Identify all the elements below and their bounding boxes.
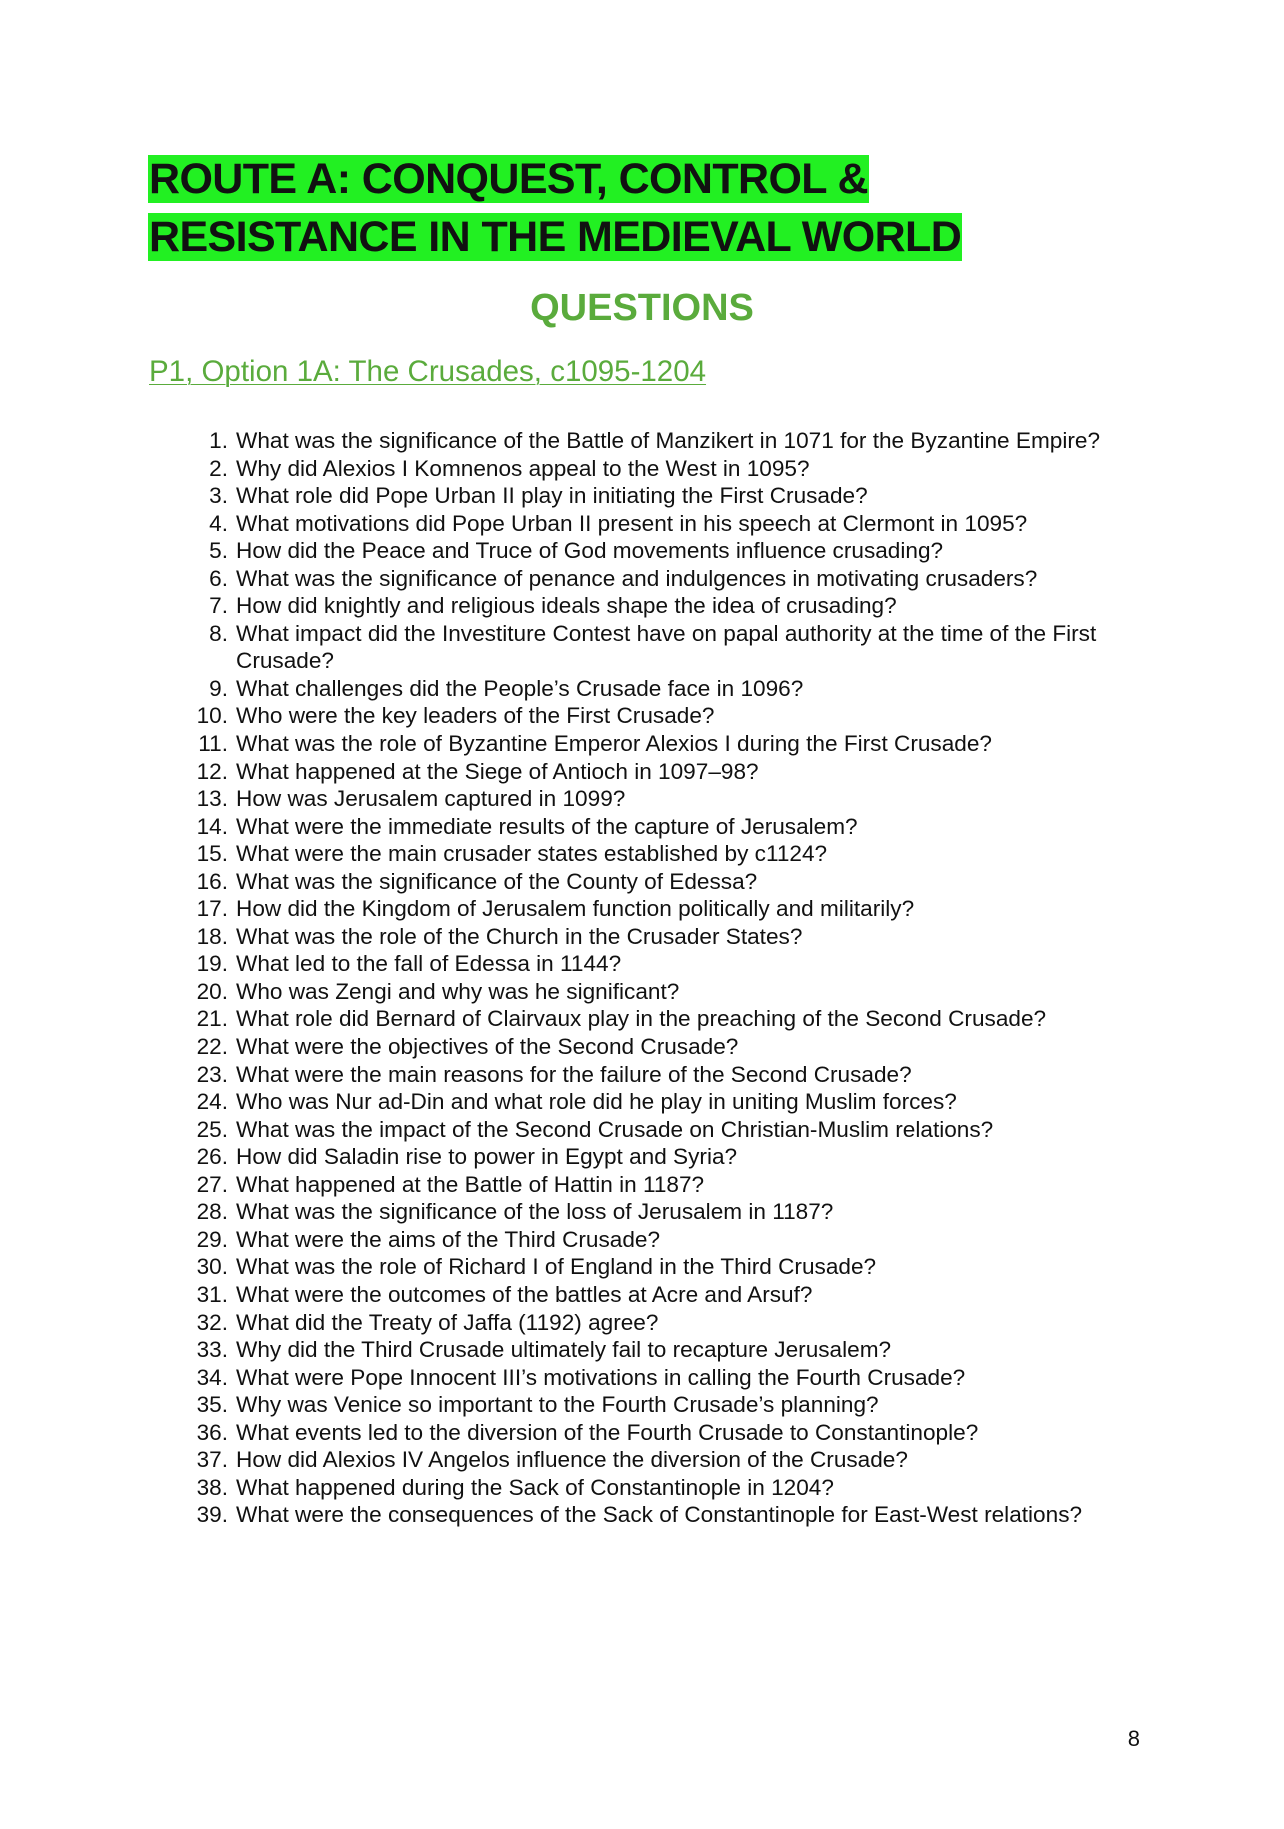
question-text: What was the impact of the Second Crusade on Christian-Muslim relations?	[236, 1116, 994, 1142]
question-item	[188, 1419, 1148, 1447]
question-item	[188, 1005, 1148, 1033]
question-number: 1.	[209, 428, 228, 453]
question-item	[188, 1033, 1148, 1061]
question-text: What impact did the Investiture Contest have on papal authority at the time of the First Crusade?	[236, 620, 1097, 674]
question-item	[188, 1253, 1148, 1281]
question-item	[188, 565, 1148, 593]
question-text: What were the main reasons for the failure of the Second Crusade?	[236, 1061, 912, 1087]
question-number: 10.	[196, 703, 228, 729]
question-text: Who was Nur ad-Din and what role did he play in uniting Muslim forces?	[236, 1089, 957, 1115]
question-text: How did the Peace and Truce of God movements influence crusading?	[236, 538, 944, 564]
question-item	[188, 702, 1148, 730]
question-text: What happened during the Sack of Constantinople in 1204?	[236, 1474, 834, 1500]
question-number: 36.	[196, 1419, 228, 1445]
question-text: Why did the Third Crusade ultimately fail to recapture Jerusalem?	[236, 1337, 892, 1363]
question-number: 22.	[196, 1034, 228, 1060]
question-number: 8.	[209, 620, 228, 646]
question-item	[188, 868, 1148, 896]
question-item	[188, 675, 1148, 703]
question-text: How did the Kingdom of Jerusalem function politically and militarily?	[236, 896, 915, 922]
question-number: 19.	[196, 951, 228, 977]
question-number: 3.	[209, 483, 228, 509]
question-text: What challenges did the People’s Crusade face in 1096?	[236, 675, 804, 701]
question-text: What motivations did Pope Urban II present in his speech at Clermont in 1095?	[236, 510, 1028, 536]
question-number: 20.	[196, 978, 228, 1004]
question-item	[188, 978, 1148, 1006]
question-item	[188, 482, 1148, 510]
question-text: What was the role of Byzantine Emperor Alexios I during the First Crusade?	[236, 731, 992, 757]
question-number: 5.	[209, 538, 228, 564]
question-number: 26.	[196, 1144, 228, 1170]
question-item	[188, 427, 1148, 455]
question-item	[188, 1198, 1148, 1226]
question-item	[188, 1061, 1148, 1089]
question-text: What were the objectives of the Second Crusade?	[236, 1034, 739, 1060]
question-item	[188, 510, 1148, 538]
question-number: 9.	[209, 675, 228, 701]
question-text: What was the role of the Church in the Crusader States?	[236, 923, 803, 949]
question-text: What was the significance of the loss of Jerusalem in 1187?	[236, 1199, 834, 1225]
question-text: What happened at the Battle of Hattin in 1187?	[236, 1171, 705, 1197]
question-text: How did Saladin rise to power in Egypt and Syria?	[236, 1144, 738, 1170]
question-number: 23.	[196, 1061, 228, 1087]
question-text: What were the consequences of the Sack of Constantinople for East-West relations?	[236, 1502, 1083, 1528]
question-number: 33.	[196, 1337, 228, 1363]
question-number: 12.	[196, 758, 228, 784]
question-item	[188, 1474, 1148, 1502]
question-number: 21.	[196, 1006, 228, 1032]
question-item	[188, 1116, 1148, 1144]
question-item	[188, 730, 1148, 758]
question-text: What was the significance of the Battle of Manzikert in 1071 for the Byzantine Empire?	[236, 428, 1101, 453]
question-number: 17.	[196, 896, 228, 922]
question-number: 30.	[196, 1254, 228, 1280]
question-item	[188, 592, 1148, 620]
question-number: 31.	[196, 1281, 228, 1307]
question-number: 18.	[196, 923, 228, 949]
question-text: What were the aims of the Third Crusade?	[236, 1226, 661, 1252]
question-text: What were the immediate results of the capture of Jerusalem?	[236, 813, 858, 839]
question-item	[188, 1171, 1148, 1199]
question-item	[188, 785, 1148, 813]
question-text: What events led to the diversion of the Fourth Crusade to Constantinople?	[236, 1419, 979, 1445]
route-title	[148, 150, 1148, 266]
question-text: What role did Pope Urban II play in initiating the First Crusade?	[236, 483, 868, 509]
question-number: 6.	[209, 565, 228, 591]
question-text: How was Jerusalem captured in 1099?	[236, 786, 626, 812]
question-number: 15.	[196, 841, 228, 867]
question-item	[188, 813, 1148, 841]
question-text: What led to the fall of Edessa in 1144?	[236, 951, 622, 977]
question-item	[188, 1309, 1148, 1337]
question-item	[188, 1336, 1148, 1364]
section-heading: QUESTIONS	[530, 287, 754, 329]
question-number: 4.	[209, 510, 228, 536]
question-number: 7.	[209, 593, 228, 619]
question-text: What were Pope Innocent III’s motivations in calling the Fourth Crusade?	[236, 1364, 966, 1390]
page-number: 8	[1127, 1726, 1140, 1751]
question-number: 35.	[196, 1392, 228, 1418]
question-number: 11.	[198, 731, 228, 757]
question-item	[188, 950, 1148, 978]
question-item	[188, 758, 1148, 786]
route-title-line-2: RESISTANCE IN THE MEDIEVAL WORLD	[149, 213, 962, 261]
question-item	[188, 537, 1148, 565]
question-text: Who was Zengi and why was he significant?	[236, 978, 680, 1004]
question-number: 28.	[196, 1199, 228, 1225]
question-number: 34.	[196, 1364, 228, 1390]
question-number: 37.	[196, 1447, 228, 1473]
question-number: 13.	[196, 786, 228, 812]
route-title-line-1: ROUTE A: CONQUEST, CONTROL &	[149, 155, 868, 203]
question-item	[188, 895, 1148, 923]
question-text: What did the Treaty of Jaffa (1192) agree?	[236, 1309, 659, 1335]
question-item	[188, 1446, 1148, 1474]
question-text: What was the significance of penance and indulgences in motivating crusaders?	[236, 565, 1038, 591]
question-number: 2.	[209, 455, 228, 481]
question-text: What were the outcomes of the battles at Acre and Arsuf?	[236, 1281, 813, 1307]
question-number: 25.	[196, 1116, 228, 1142]
question-item	[188, 923, 1148, 951]
questions-list	[188, 427, 1148, 1529]
question-text: How did knightly and religious ideals shape the idea of crusading?	[236, 593, 897, 619]
question-text: What role did Bernard of Clairvaux play in the preaching of the Second Crusade?	[236, 1006, 1047, 1032]
question-item	[188, 1226, 1148, 1254]
option-title-link[interactable]: P1, Option 1A: The Crusades, c1095-1204	[149, 355, 707, 388]
question-item	[188, 620, 1148, 675]
question-number: 29.	[196, 1226, 228, 1252]
question-item	[188, 455, 1148, 483]
question-number: 14.	[196, 813, 228, 839]
question-text: Why was Venice so important to the Fourth Crusade’s planning?	[236, 1392, 879, 1418]
question-number: 24.	[196, 1089, 228, 1115]
question-text: Why did Alexios I Komnenos appeal to the West in 1095?	[236, 455, 810, 481]
question-number: 16.	[196, 868, 228, 894]
question-number: 38.	[196, 1474, 228, 1500]
question-item	[188, 1281, 1148, 1309]
question-item	[188, 840, 1148, 868]
question-number: 39.	[196, 1502, 228, 1528]
question-text: What was the significance of the County of Edessa?	[236, 868, 758, 894]
question-item	[188, 1143, 1148, 1171]
question-number: 32.	[196, 1309, 228, 1335]
question-item	[188, 1364, 1148, 1392]
question-text: How did Alexios IV Angelos influence the diversion of the Crusade?	[236, 1447, 908, 1473]
question-item	[188, 1391, 1148, 1419]
question-text: What happened at the Siege of Antioch in 1097–98?	[236, 758, 759, 784]
question-item	[188, 1501, 1148, 1529]
question-item	[188, 1088, 1148, 1116]
question-text: Who were the key leaders of the First Crusade?	[236, 703, 715, 729]
question-text: What was the role of Richard I of England in the Third Crusade?	[236, 1254, 877, 1280]
question-text: What were the main crusader states established by c1124?	[236, 841, 828, 867]
question-number: 27.	[196, 1171, 228, 1197]
